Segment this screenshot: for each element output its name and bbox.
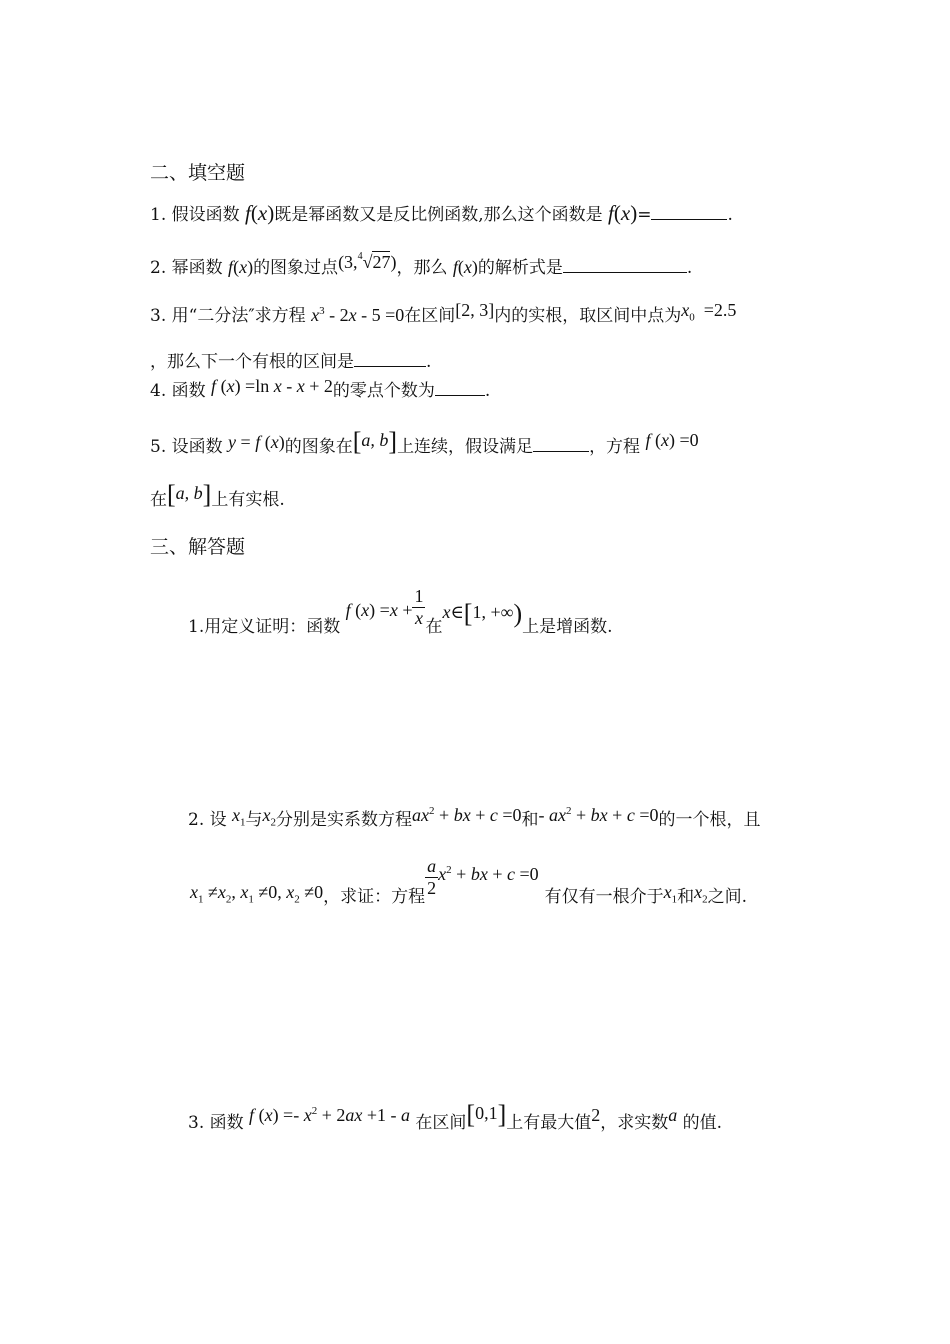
math-fx: f(x) xyxy=(228,257,254,277)
math-conditions: $x_1 \ne x_2$, $x_1 \ne 0$, $x_2 \ne 0$ xyxy=(190,881,324,906)
math-x2: $x_2$ xyxy=(694,881,708,906)
question-text: 和 xyxy=(521,810,539,830)
math-interval: [0,1] xyxy=(466,1100,507,1129)
question-text: 分别是实系数方程 xyxy=(276,810,413,830)
question-text: 的一个根，且 xyxy=(658,810,761,830)
question-text: 既是幂函数又是反比例函数,那么这个函数是 xyxy=(274,205,603,225)
answer-blank[interactable] xyxy=(354,352,426,367)
question-number: 2. xyxy=(150,258,167,278)
question-text: ，那么 xyxy=(396,258,448,278)
question-number: 5. xyxy=(150,437,167,457)
question-text: ，求证：方程 xyxy=(323,886,426,907)
math-interval: [a, b] xyxy=(352,427,398,456)
question-number: 1. xyxy=(188,616,205,637)
question-text: ，那么下一个有根的区间是 xyxy=(150,352,354,372)
question-text: 幂函数 xyxy=(171,258,223,278)
question-text: 函数 xyxy=(209,1113,244,1133)
question-text: 上有最大值 xyxy=(506,1113,592,1133)
question-text: 和 xyxy=(677,886,695,907)
fill-question-2 xyxy=(150,251,693,278)
math-fx: f(x) xyxy=(245,201,275,225)
math-equation: f (x) =0 xyxy=(645,430,699,450)
math-equation-2: - $ax^2$ + bx + c =0 xyxy=(538,805,659,825)
question-text: = xyxy=(637,205,652,225)
math-function: f (x) =x + xyxy=(345,599,413,620)
math-fx: f(x) xyxy=(452,257,478,277)
question-text: 的解析式是 xyxy=(477,258,563,278)
question-text: 在 xyxy=(425,616,443,637)
fill-question-5-cont xyxy=(150,480,285,514)
section-3-heading: 三、解答题 xyxy=(150,536,246,558)
math-equation: $x^3 - 2x - 5 =0$ xyxy=(311,305,405,325)
math-function: f $(x) =- x^2 + 2ax +1 - a$ xyxy=(249,1105,411,1125)
math-x1: $x_1$ xyxy=(663,881,678,906)
solve-question-2 xyxy=(188,806,760,829)
fill-question-5 xyxy=(150,427,699,461)
answer-blank[interactable] xyxy=(533,437,589,452)
math-equation-1: $ax^2$ + bx + c =0 xyxy=(412,805,522,825)
question-text: . xyxy=(686,258,693,278)
question-text: 在 xyxy=(150,490,167,510)
solve-question-3 xyxy=(188,1100,723,1133)
math-fraction: $\frac{a}{2}$ xyxy=(427,856,437,898)
question-text: 的零点个数为 xyxy=(332,381,435,401)
question-text: 设函数 xyxy=(171,437,223,457)
solve-question-1 xyxy=(188,578,613,637)
math-a: a xyxy=(668,1105,678,1125)
fill-question-1 xyxy=(150,203,733,224)
answer-blank[interactable] xyxy=(651,205,727,220)
math-interval: [a, b] xyxy=(167,480,212,509)
question-text: 上是增函数. xyxy=(522,616,613,637)
math-x1: $x_1$ xyxy=(232,805,246,829)
math-point: (3,$^4$√27) xyxy=(338,251,397,272)
question-text: 函数 xyxy=(171,381,206,401)
question-text: 内的实根，取区间中点为 xyxy=(494,306,682,326)
fill-question-4 xyxy=(150,376,491,401)
question-text: 上连续，假设满足 xyxy=(397,437,534,457)
math-midpoint: $x_0 =2.5$ xyxy=(681,300,737,324)
question-text: ，求实数 xyxy=(600,1113,669,1133)
question-text: 用定义证明：函数 xyxy=(204,616,341,637)
question-text: 假设函数 xyxy=(171,205,240,225)
question-text: 的图象过点 xyxy=(253,258,339,278)
question-number: 1. xyxy=(150,205,167,225)
solve-question-2-cont xyxy=(190,852,748,907)
question-text: 设 xyxy=(209,810,227,830)
math-fraction: $\frac{1}{x}$ xyxy=(414,586,424,628)
question-text: 之间. xyxy=(707,886,748,907)
math-x2: $x_2$ xyxy=(262,805,277,829)
section-2-heading: 二、填空题 xyxy=(150,162,246,184)
question-text: 的图象在 xyxy=(284,437,353,457)
math-equation-3: $x^2$ + bx + c =0 xyxy=(438,863,539,884)
math-interval: x∈[1, +∞) xyxy=(442,598,523,628)
question-number: 3. xyxy=(188,1113,205,1133)
math-function: y = f (x) xyxy=(228,432,285,452)
answer-blank[interactable] xyxy=(435,381,485,396)
question-text: ，方程 xyxy=(589,437,641,457)
fill-question-3 xyxy=(150,300,737,329)
question-text: 的值. xyxy=(682,1113,723,1133)
question-text: 用“二分法″求方程 xyxy=(171,306,306,326)
math-fx: f(x) xyxy=(608,201,638,225)
question-number: 3. xyxy=(150,306,167,326)
question-number: 4. xyxy=(150,381,167,401)
answer-blank[interactable] xyxy=(563,258,687,273)
question-number: 2. xyxy=(188,810,205,830)
fill-question-3-cont xyxy=(150,352,431,371)
question-text: 在区间 xyxy=(415,1113,467,1133)
math-function: f (x) =ln x - x + 2 xyxy=(211,376,333,396)
math-interval: [2, 3] xyxy=(455,300,495,320)
question-text: . xyxy=(484,381,491,401)
question-text: 有仅有一根介于 xyxy=(544,886,664,907)
question-text: . xyxy=(426,352,432,372)
question-text: 上有实根. xyxy=(211,490,285,510)
question-text: 与 xyxy=(245,810,263,830)
question-text: . xyxy=(727,205,733,225)
question-text: 在区间 xyxy=(404,306,456,326)
math-value: 2 xyxy=(591,1105,601,1125)
